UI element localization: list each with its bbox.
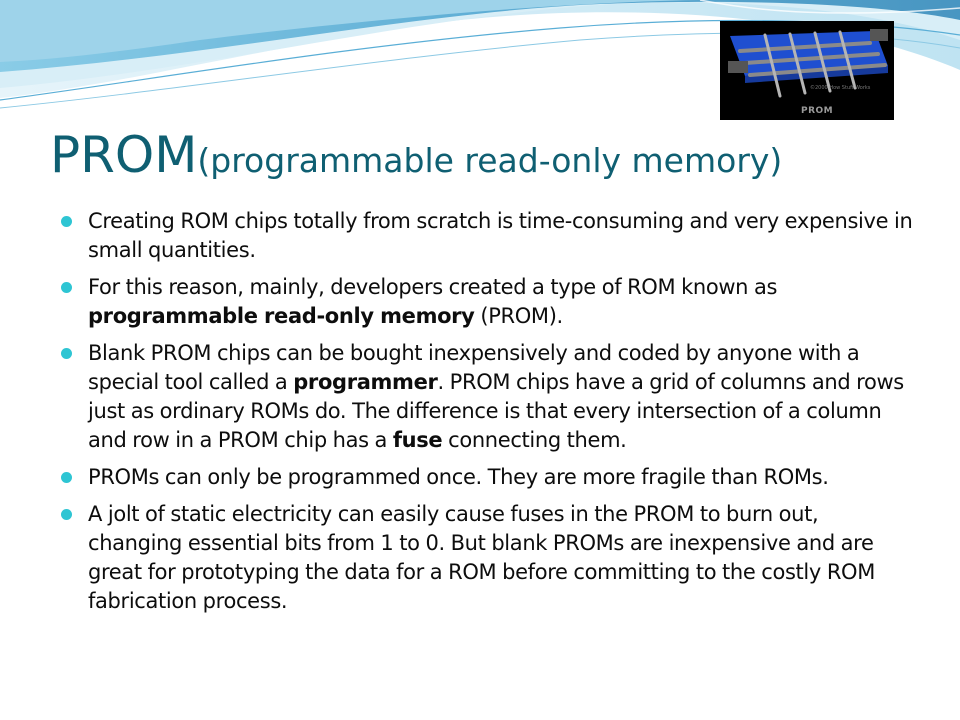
title-main: PROM <box>50 126 198 184</box>
bullet-1-text: Creating ROM chips totally from scratch is time-consuming and very expensive in small quantities. <box>88 209 913 262</box>
bullet-3-text-after: connecting them. <box>442 428 627 452</box>
slide-title <box>50 128 782 183</box>
bullet-item-4 <box>88 463 913 492</box>
bullet-list <box>88 207 913 624</box>
bullet-4-text: PROMs can only be programmed once. They are more fragile than ROMs. <box>88 465 829 489</box>
bullet-item-3 <box>88 339 913 455</box>
bullet-3-text-before: Blank PROM chips can be bought inexpensively and coded by anyone with a special tool called a <box>88 341 860 394</box>
bullet-2-text-after: (PROM). <box>474 304 563 328</box>
image-label: PROM <box>801 106 834 116</box>
bullet-3-text-middle: . PROM chips have a grid of columns and rows just as ordinary ROMs do. The difference is that every intersection of a column and row in a PROM chip has a <box>88 370 904 452</box>
title-subtitle: (programmable read-only memory) <box>197 141 783 180</box>
bullet-3-bold-term-2: fuse <box>392 428 443 452</box>
bullet-item-5 <box>88 500 913 616</box>
image-caption: ©2000 How Stuff Works <box>810 85 871 91</box>
bullet-item-2 <box>88 273 913 331</box>
bullet-item-1 <box>88 207 913 265</box>
bullet-2-bold-term: programmable read-only memory <box>88 304 475 328</box>
bullet-2-text-before: For this reason, mainly, developers created a type of ROM known as <box>88 275 778 299</box>
bullet-3-bold-term: programmer <box>293 370 438 394</box>
prom-grid-image <box>720 21 894 120</box>
bullet-5-text: A jolt of static electricity can easily cause fuses in the PROM to burn out, changing essential bits from 1 to 0. But blank PROMs are inexpensive and are great for prototyping the data for a ROM before committing to the costly ROM fabrication process. <box>88 502 876 613</box>
